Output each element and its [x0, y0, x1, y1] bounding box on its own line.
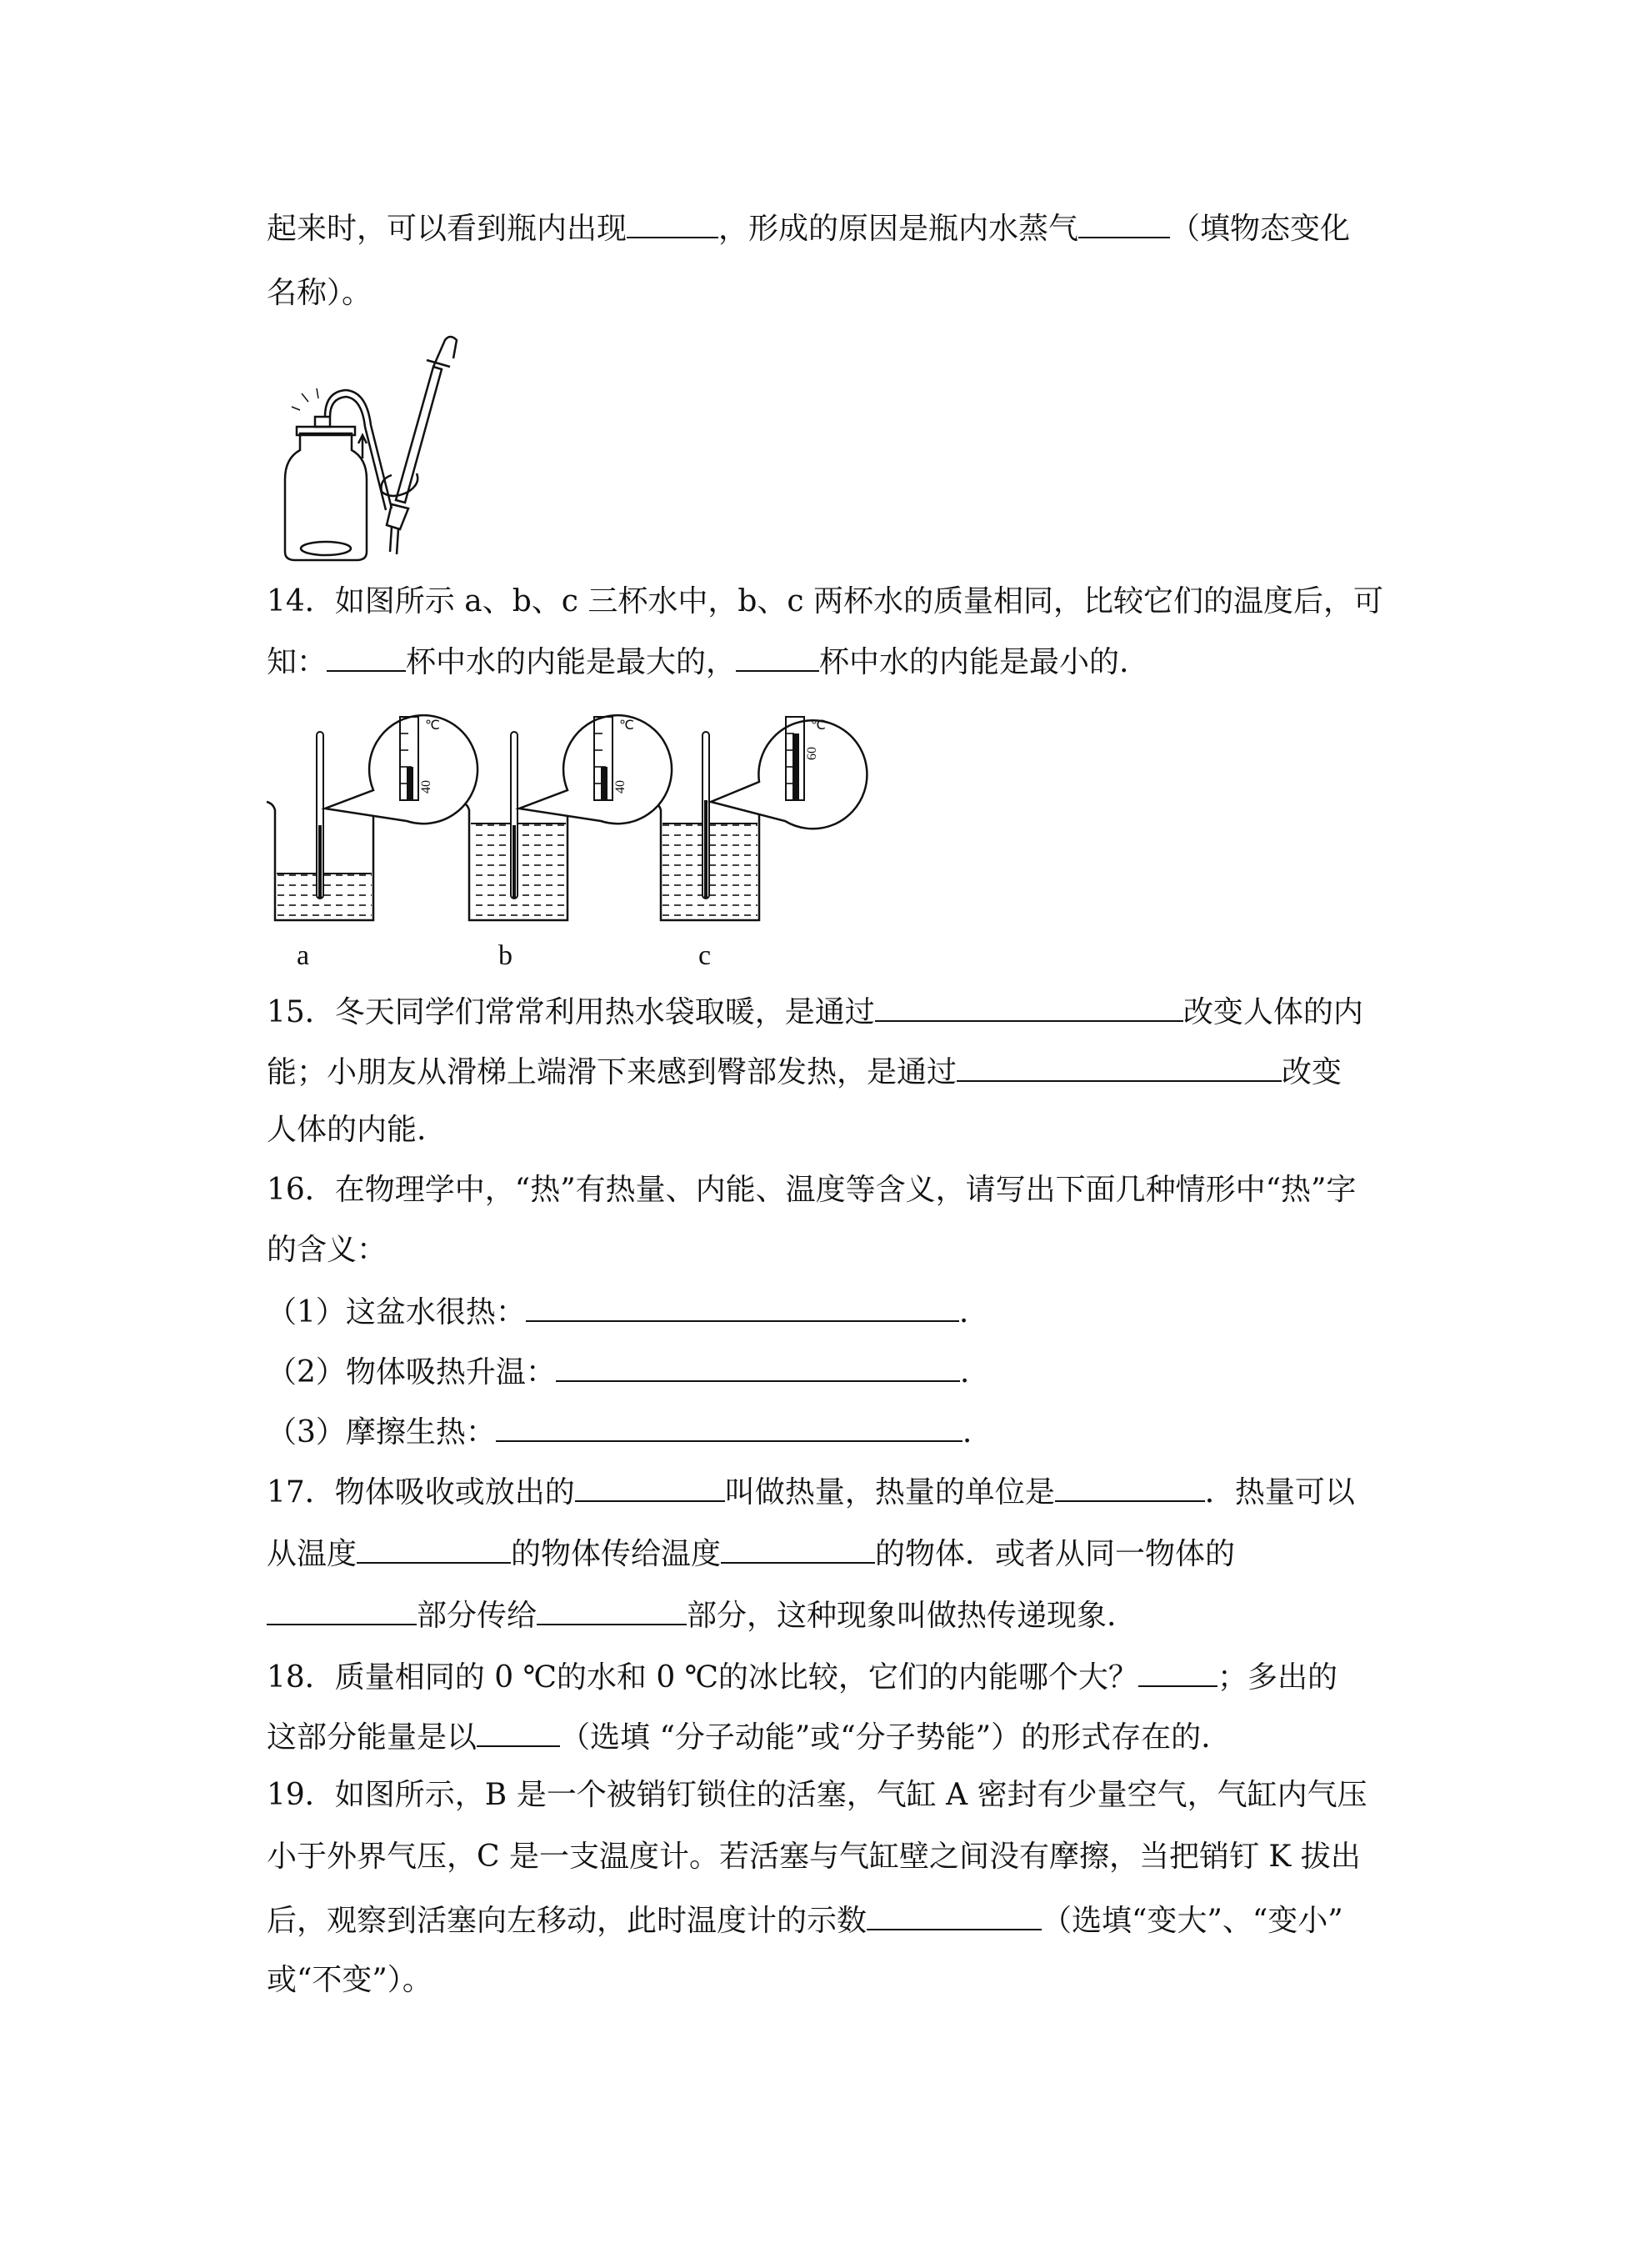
q15-text-b: 改变人体的内: [1182, 995, 1363, 1029]
q17-blank-1[interactable]: [575, 1472, 725, 1502]
q16-item-3-end: .: [962, 1415, 972, 1449]
q14-blank-1[interactable]: [327, 642, 406, 672]
q16-item-2-end: .: [959, 1355, 970, 1389]
q16-blank-3[interactable]: [496, 1412, 962, 1442]
q16-item-1-end: .: [958, 1295, 969, 1329]
q17-text-f: 的物体．或者从同一物体的: [875, 1537, 1236, 1571]
beakers-figure: [265, 700, 873, 934]
q15-text-d: 改变: [1282, 1055, 1342, 1089]
q16-line1: 16．在物理学中，“热”有热量、内能、温度等含义，请写出下面几种情形中“热”字: [267, 1173, 1357, 1207]
q19-text-a: 后，观察到活塞向左移动，此时温度计的示数: [267, 1904, 868, 1938]
q18-blank-1[interactable]: [1138, 1657, 1218, 1687]
q14-text-c: 杯中水的内能是最小的.: [819, 645, 1129, 679]
q16-item-1: [267, 1292, 968, 1331]
q15-line3: 人体的内能.: [267, 1113, 427, 1147]
thermo-b-unit: ℃: [619, 718, 634, 733]
q15-text-a: 15．冬天同学们常常利用热水袋取暖，是通过: [267, 995, 875, 1029]
q17-line3: [267, 1595, 1116, 1635]
q14-text-b: 杯中水的内能是最大的，: [406, 645, 737, 679]
q18-text-a: 18．质量相同的 0 ℃的水和 0 ℃的冰比较，它们的内能哪个大？: [267, 1660, 1138, 1695]
q16-item-1-label: （1）这盆水很热：: [267, 1295, 526, 1329]
q16-item-3-label: （3）摩擦生热：: [267, 1415, 496, 1449]
label-a: a: [297, 940, 310, 971]
q17-blank-2[interactable]: [1055, 1472, 1205, 1502]
thermo-c-unit: ℃: [811, 718, 826, 733]
q17-text-a: 17．物体吸收或放出的: [267, 1475, 575, 1509]
q19-line2: 小于外界气压，C 是一支温度计。若活塞与气缸壁之间没有摩擦，当把销钉 K 拔出: [267, 1840, 1361, 1874]
q15-blank-1[interactable]: [875, 992, 1183, 1022]
q19-blank-1[interactable]: [867, 1900, 1042, 1930]
bottle-pump-figure: [275, 333, 467, 567]
q17-line1: [267, 1472, 1355, 1511]
q16-item-2-label: （2）物体吸热升温：: [267, 1355, 556, 1389]
thermo-a-mark: 40: [419, 780, 433, 794]
q16-item-2: [267, 1352, 969, 1391]
q19-line1: 19．如图所示，B 是一个被销钉锁住的活塞，气缸 A 密封有少量空气，气缸内气压: [267, 1778, 1368, 1812]
q14-line2: [267, 642, 1128, 681]
q17-text-h: 部分，这种现象叫做热传递现象.: [687, 1599, 1117, 1633]
q13-text-c: （填物态变化: [1170, 212, 1351, 246]
q19-line3: [267, 1900, 1343, 1940]
q13-line1: [267, 208, 1350, 248]
thermo-c-mark: 60: [805, 747, 819, 760]
q13-blank-2[interactable]: [1078, 208, 1170, 238]
q19-line4: 或“不变”）。: [267, 1963, 432, 1997]
q13-line2: 名称）。: [267, 276, 372, 310]
q17-blank-6[interactable]: [537, 1595, 687, 1625]
thermo-a-unit: ℃: [425, 718, 440, 733]
q17-blank-5[interactable]: [267, 1595, 417, 1625]
q17-text-g: 部分传给: [417, 1599, 538, 1633]
q13-blank-1[interactable]: [627, 208, 718, 238]
label-c: c: [698, 940, 712, 971]
q15-line1: [267, 992, 1363, 1031]
q17-line2: [267, 1534, 1235, 1573]
q18-line2: [267, 1717, 1211, 1756]
q16-item-3: [267, 1412, 972, 1451]
q14-text-a: 知：: [267, 645, 328, 679]
q16-blank-2[interactable]: [556, 1352, 960, 1382]
label-b: b: [498, 940, 512, 971]
q13-text-b: ，形成的原因是瓶内水蒸气: [718, 212, 1079, 246]
q18-text-d: （选填 “分子动能”或“分子势能”）的形式存在的.: [560, 1720, 1211, 1755]
q16-blank-1[interactable]: [526, 1292, 959, 1322]
q17-blank-3[interactable]: [357, 1534, 511, 1564]
q17-text-d: 从温度: [267, 1537, 358, 1571]
q16-line2: 的含义：: [267, 1233, 388, 1267]
q17-blank-4[interactable]: [721, 1534, 875, 1564]
q17-text-e: 的物体传给温度: [511, 1537, 722, 1571]
q19-text-b: （选填“变大”、“变小”: [1042, 1904, 1343, 1938]
q15-blank-2[interactable]: [957, 1052, 1282, 1082]
q18-line1: [267, 1657, 1338, 1696]
q18-blank-2[interactable]: [477, 1717, 560, 1747]
q17-text-b: 叫做热量，热量的单位是: [724, 1475, 1055, 1509]
q14-blank-2[interactable]: [736, 642, 819, 672]
q15-text-c: 能；小朋友从滑梯上端滑下来感到臀部发热，是通过: [267, 1055, 958, 1089]
q15-line2: [267, 1052, 1342, 1091]
q13-text-a: 起来时，可以看到瓶内出现: [267, 212, 628, 246]
q17-text-c: ．热量可以: [1204, 1475, 1355, 1509]
q18-text-c: 这部分能量是以: [267, 1720, 478, 1755]
q18-text-b: ；多出的: [1217, 1660, 1338, 1695]
q14-line1: 14．如图所示 a、b、c 三杯水中，b、c 两杯水的质量相同，比较它们的温度后，可: [267, 584, 1384, 618]
thermo-b-mark: 40: [613, 780, 628, 794]
